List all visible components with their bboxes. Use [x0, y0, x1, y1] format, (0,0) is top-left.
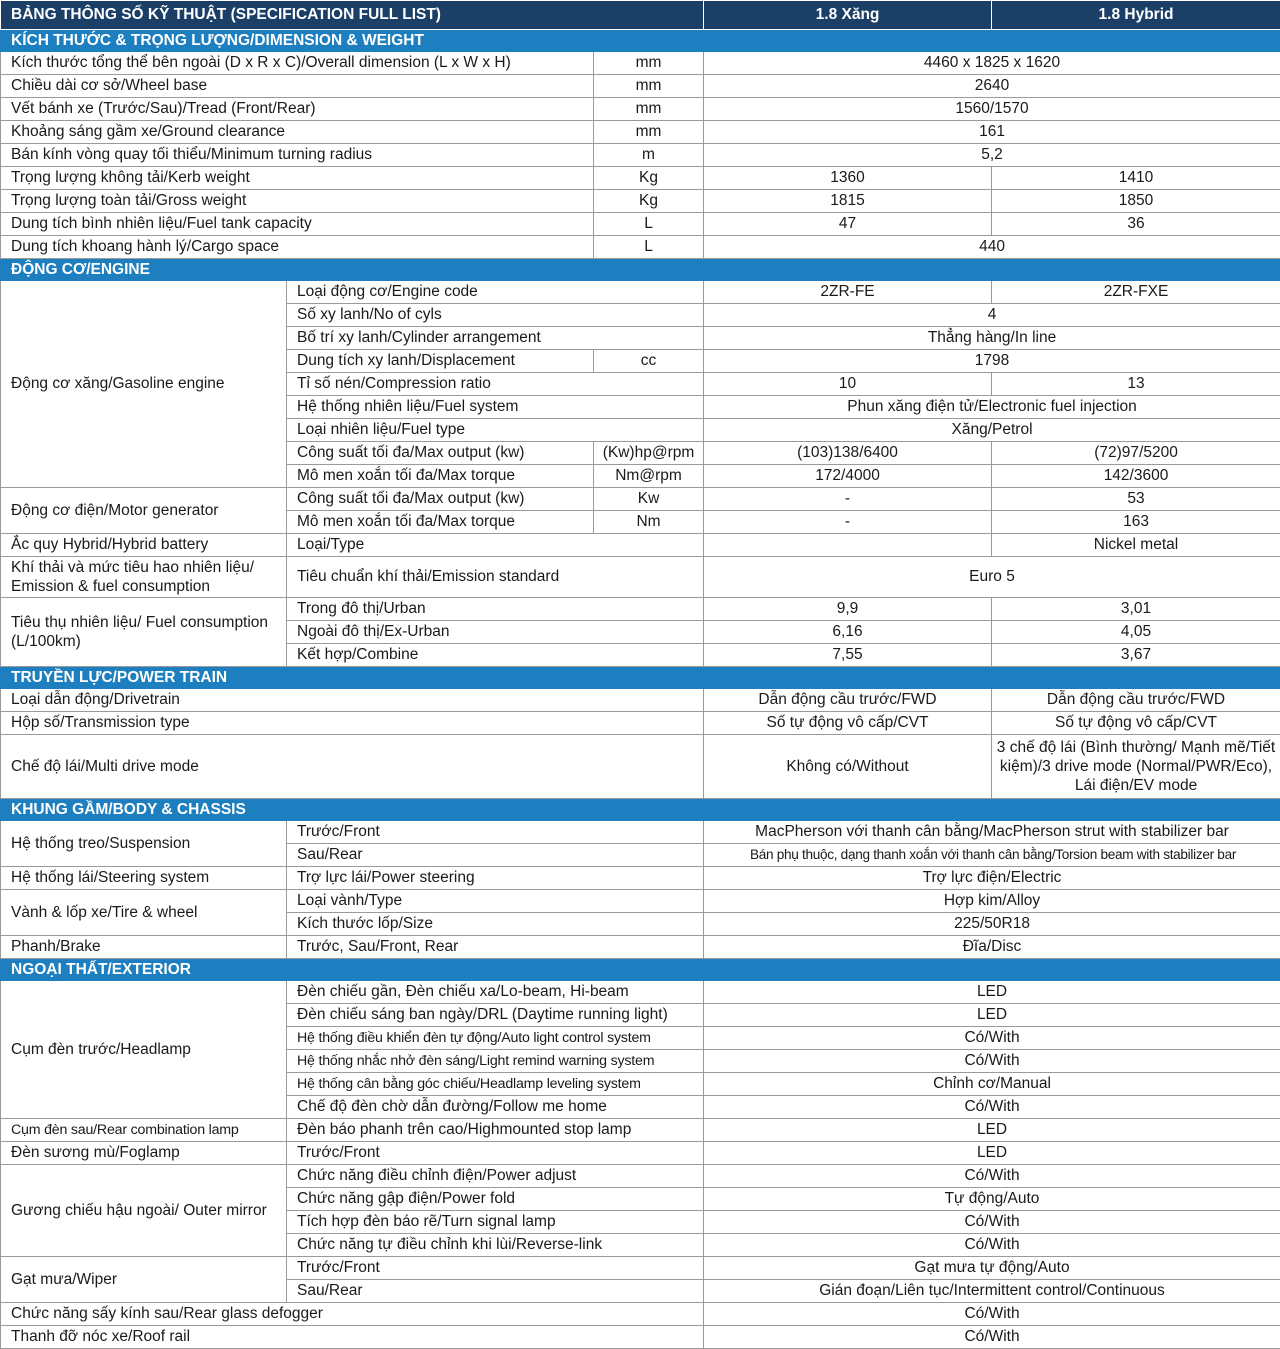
group-label-battery: Ắc quy Hybrid/Hybrid battery [1, 534, 287, 557]
group-label-motor: Động cơ điện/Motor generator [1, 488, 287, 534]
row-label: Hộp số/Transmission type [1, 712, 704, 735]
row-value-hybrid: 3,01 [992, 598, 1280, 621]
row-label: Trước/Front [287, 1257, 704, 1280]
row-value-petrol: Số tự động vô cấp/CVT [704, 712, 992, 735]
row-value-hybrid: Dẫn động cầu trước/FWD [992, 689, 1280, 712]
table-row [1, 281, 1280, 304]
row-label: Thanh đỡ nóc xe/Roof rail [1, 1326, 704, 1349]
row-label: Dung tích bình nhiên liệu/Fuel tank capacity [1, 213, 594, 236]
table-row [1, 598, 1280, 621]
row-value: Xăng/Petrol [704, 419, 1280, 442]
row-value-petrol: 6,16 [704, 621, 992, 644]
row-label: Đèn chiếu sáng ban ngày/DRL (Daytime running light) [287, 1004, 704, 1027]
row-label: Khoảng sáng gầm xe/Ground clearance [1, 121, 594, 144]
row-label: Bố trí xy lanh/Cylinder arrangement [287, 327, 704, 350]
row-value-hybrid: 1410 [992, 167, 1280, 190]
row-value: LED [704, 981, 1280, 1004]
table-row [1, 121, 1280, 144]
section-title: TRUYỀN LỰC/POWER TRAIN [1, 667, 1280, 689]
row-value-hybrid: 1850 [992, 190, 1280, 213]
row-label: Loại động cơ/Engine code [287, 281, 704, 304]
section-chassis [1, 799, 1280, 821]
group-label-headlamp: Cụm đèn trước/Headlamp [1, 981, 287, 1119]
row-value: Có/With [704, 1165, 1280, 1188]
section-powertrain [1, 667, 1280, 689]
row-unit: L [594, 213, 704, 236]
table-header [1, 1, 1280, 30]
row-value-petrol: (103)138/6400 [704, 442, 992, 465]
row-label: Chức năng sấy kính sau/Rear glass defogger [1, 1303, 704, 1326]
row-value: Hợp kim/Alloy [704, 890, 1280, 913]
row-label: Tiêu chuẩn khí thải/Emission standard [287, 557, 704, 598]
row-label: Bán kính vòng quay tối thiểu/Minimum turning radius [1, 144, 594, 167]
row-value: 1560/1570 [704, 98, 1280, 121]
row-value: Trợ lực điện/Electric [704, 867, 1280, 890]
col-hybrid-header: 1.8 Hybrid [992, 1, 1280, 30]
group-label-wiper: Gạt mưa/Wiper [1, 1257, 287, 1303]
row-value: 4460 x 1825 x 1620 [704, 52, 1280, 75]
group-label-gasoline: Động cơ xăng/Gasoline engine [1, 281, 287, 488]
row-value: LED [704, 1142, 1280, 1165]
row-label: Ngoài đô thị/Ex-Urban [287, 621, 704, 644]
table-row [1, 557, 1280, 598]
row-value: LED [704, 1004, 1280, 1027]
row-label: Trong đô thị/Urban [287, 598, 704, 621]
row-value-petrol: - [704, 488, 992, 511]
row-label: Chế độ lái/Multi drive mode [1, 735, 704, 799]
table-row [1, 1165, 1280, 1188]
col-petrol-header: 1.8 Xăng [704, 1, 992, 30]
row-value-hybrid: Nickel metal [992, 534, 1280, 557]
row-value-hybrid: 163 [992, 511, 1280, 534]
group-label-wheel: Vành & lốp xe/Tire & wheel [1, 890, 287, 936]
table-row [1, 712, 1280, 735]
row-label: Chức năng tự điều chỉnh khi lùi/Reverse-link [287, 1234, 704, 1257]
group-label-steering: Hệ thống lái/Steering system [1, 867, 287, 890]
section-title: NGOẠI THẤT/EXTERIOR [1, 959, 1280, 981]
row-value: Có/With [704, 1326, 1280, 1349]
table-row [1, 821, 1280, 844]
row-value-petrol: 1360 [704, 167, 992, 190]
table-row [1, 236, 1280, 259]
row-unit: mm [594, 98, 704, 121]
row-label: Công suất tối đa/Max output (kw) [287, 442, 594, 465]
row-label: Trước/Front [287, 821, 704, 844]
section-engine [1, 259, 1280, 281]
row-label: Dung tích xy lanh/Displacement [287, 350, 594, 373]
row-label: Hệ thống cân bằng góc chiếu/Headlamp leveling system [287, 1073, 704, 1096]
row-value: MacPherson với thanh cân bằng/MacPherson strut with stabilizer bar [704, 821, 1280, 844]
row-unit: mm [594, 75, 704, 98]
row-value-petrol: 47 [704, 213, 992, 236]
table-row [1, 735, 1280, 799]
row-value: 1798 [704, 350, 1280, 373]
row-label: Trọng lượng toàn tải/Gross weight [1, 190, 594, 213]
row-value: 4 [704, 304, 1280, 327]
row-value-hybrid: 3 chế độ lái (Bình thường/ Mạnh mẽ/Tiết kiệm)/3 drive mode (Normal/PWR/Eco), Lái điện/EV mode [992, 735, 1280, 799]
table-row [1, 488, 1280, 511]
row-unit: m [594, 144, 704, 167]
row-value: 2640 [704, 75, 1280, 98]
table-row [1, 190, 1280, 213]
group-label-brake: Phanh/Brake [1, 936, 287, 959]
row-value: Euro 5 [704, 557, 1280, 598]
row-label: Sau/Rear [287, 844, 704, 867]
row-value-petrol: 7,55 [704, 644, 992, 667]
row-value: Có/With [704, 1027, 1280, 1050]
group-label-rear-lamp: Cụm đèn sau/Rear combination lamp [1, 1119, 287, 1142]
row-value: Phun xăng điện tử/Electronic fuel injection [704, 396, 1280, 419]
row-label: Trọng lượng không tải/Kerb weight [1, 167, 594, 190]
row-unit: (Kw)hp@rpm [594, 442, 704, 465]
table-title: BẢNG THÔNG SỐ KỸ THUẬT (SPECIFICATION FULL LIST) [1, 1, 704, 30]
row-unit: Kg [594, 167, 704, 190]
row-value-hybrid: 53 [992, 488, 1280, 511]
table-row [1, 1142, 1280, 1165]
row-label: Trợ lực lái/Power steering [287, 867, 704, 890]
row-value: Có/With [704, 1303, 1280, 1326]
row-value: LED [704, 1119, 1280, 1142]
row-label: Trước/Front [287, 1142, 704, 1165]
row-label: Loại vành/Type [287, 890, 704, 913]
row-unit: Kg [594, 190, 704, 213]
row-value-petrol [704, 534, 992, 557]
row-label: Vết bánh xe (Trước/Sau)/Tread (Front/Rear) [1, 98, 594, 121]
table-row [1, 52, 1280, 75]
row-value: Có/With [704, 1234, 1280, 1257]
row-unit: mm [594, 121, 704, 144]
row-value: Gạt mưa tự động/Auto [704, 1257, 1280, 1280]
table-row [1, 981, 1280, 1004]
row-label: Công suất tối đa/Max output (kw) [287, 488, 594, 511]
table-row [1, 144, 1280, 167]
row-value-hybrid: (72)97/5200 [992, 442, 1280, 465]
table-row [1, 689, 1280, 712]
row-value-petrol: 10 [704, 373, 992, 396]
row-label: Đèn báo phanh trên cao/Highmounted stop lamp [287, 1119, 704, 1142]
row-label: Sau/Rear [287, 1280, 704, 1303]
row-label: Kích thước tổng thể bên ngoài (D x R x C)/Overall dimension (L x W x H) [1, 52, 594, 75]
group-label-mirror: Gương chiếu hậu ngoài/ Outer mirror [1, 1165, 287, 1257]
table-row [1, 1119, 1280, 1142]
row-label: Kích thước lốp/Size [287, 913, 704, 936]
section-title: ĐỘNG CƠ/ENGINE [1, 259, 1280, 281]
row-value-hybrid: 2ZR-FXE [992, 281, 1280, 304]
row-label: Chiều dài cơ sở/Wheel base [1, 75, 594, 98]
table-row [1, 213, 1280, 236]
row-value-hybrid: Số tự động vô cấp/CVT [992, 712, 1280, 735]
row-value: Có/With [704, 1096, 1280, 1119]
row-value: Gián đoạn/Liên tục/Intermittent control/Continuous [704, 1280, 1280, 1303]
row-label: Loại dẫn động/Drivetrain [1, 689, 704, 712]
row-value: 440 [704, 236, 1280, 259]
row-label: Chức năng điều chỉnh điện/Power adjust [287, 1165, 704, 1188]
row-value-hybrid: 36 [992, 213, 1280, 236]
row-value: 5,2 [704, 144, 1280, 167]
row-value: Có/With [704, 1211, 1280, 1234]
section-title: KHUNG GẦM/BODY & CHASSIS [1, 799, 1280, 821]
row-unit: Nm@rpm [594, 465, 704, 488]
table-row [1, 75, 1280, 98]
row-value-hybrid: 13 [992, 373, 1280, 396]
section-exterior [1, 959, 1280, 981]
row-value-hybrid: 3,67 [992, 644, 1280, 667]
row-unit: Kw [594, 488, 704, 511]
row-value-petrol: 2ZR-FE [704, 281, 992, 304]
table-row [1, 1326, 1280, 1349]
row-value: Thẳng hàng/In line [704, 327, 1280, 350]
group-label-emission: Khí thải và mức tiêu hao nhiên liệu/ Emission & fuel consumption [1, 557, 287, 598]
row-label: Loại/Type [287, 534, 704, 557]
row-label: Số xy lanh/No of cyls [287, 304, 704, 327]
row-value-hybrid: 4,05 [992, 621, 1280, 644]
row-label: Tích hợp đèn báo rẽ/Turn signal lamp [287, 1211, 704, 1234]
row-label: Mô men xoắn tối đa/Max torque [287, 511, 594, 534]
row-label: Tỉ số nén/Compression ratio [287, 373, 704, 396]
row-label: Đèn chiếu gần, Đèn chiếu xa/Lo-beam, Hi-beam [287, 981, 704, 1004]
table-row [1, 534, 1280, 557]
row-label: Hệ thống nhiên liệu/Fuel system [287, 396, 704, 419]
table-row [1, 1257, 1280, 1280]
table-row [1, 867, 1280, 890]
row-label: Dung tích khoang hành lý/Cargo space [1, 236, 594, 259]
row-unit: mm [594, 52, 704, 75]
section-title: KÍCH THƯỚC & TRỌNG LƯỢNG/DIMENSION & WEIGHT [1, 30, 1280, 52]
row-label: Hệ thống điều khiển đèn tự động/Auto light control system [287, 1027, 704, 1050]
row-value: Tự động/Auto [704, 1188, 1280, 1211]
row-value: Bán phụ thuộc, dạng thanh xoắn với thanh cân bằng/Torsion beam with stabilizer bar [704, 844, 1280, 867]
row-unit: Nm [594, 511, 704, 534]
group-label-suspension: Hệ thống treo/Suspension [1, 821, 287, 867]
row-value-petrol: Dẫn động cầu trước/FWD [704, 689, 992, 712]
row-value-petrol: Không có/Without [704, 735, 992, 799]
row-label: Mô men xoắn tối đa/Max torque [287, 465, 594, 488]
row-value: Đĩa/Disc [704, 936, 1280, 959]
table-row [1, 1303, 1280, 1326]
table-row [1, 936, 1280, 959]
table-row [1, 890, 1280, 913]
row-value: Có/With [704, 1050, 1280, 1073]
row-value-petrol: - [704, 511, 992, 534]
section-dimension [1, 30, 1280, 52]
table-row [1, 167, 1280, 190]
row-label: Chế độ đèn chờ dẫn đường/Follow me home [287, 1096, 704, 1119]
row-value-hybrid: 142/3600 [992, 465, 1280, 488]
row-unit: L [594, 236, 704, 259]
row-label: Chức năng gập điện/Power fold [287, 1188, 704, 1211]
row-label: Hệ thống nhắc nhở đèn sáng/Light remind warning system [287, 1050, 704, 1073]
table-row [1, 98, 1280, 121]
row-value: 225/50R18 [704, 913, 1280, 936]
row-value-petrol: 172/4000 [704, 465, 992, 488]
group-label-consumption: Tiêu thụ nhiên liệu/ Fuel consumption (L/100km) [1, 598, 287, 667]
row-label: Kết hợp/Combine [287, 644, 704, 667]
row-value-petrol: 1815 [704, 190, 992, 213]
row-value: Chỉnh cơ/Manual [704, 1073, 1280, 1096]
group-label-foglamp: Đèn sương mù/Foglamp [1, 1142, 287, 1165]
row-unit: cc [594, 350, 704, 373]
row-value-petrol: 9,9 [704, 598, 992, 621]
row-value: 161 [704, 121, 1280, 144]
row-label: Trước, Sau/Front, Rear [287, 936, 704, 959]
row-label: Loại nhiên liệu/Fuel type [287, 419, 704, 442]
